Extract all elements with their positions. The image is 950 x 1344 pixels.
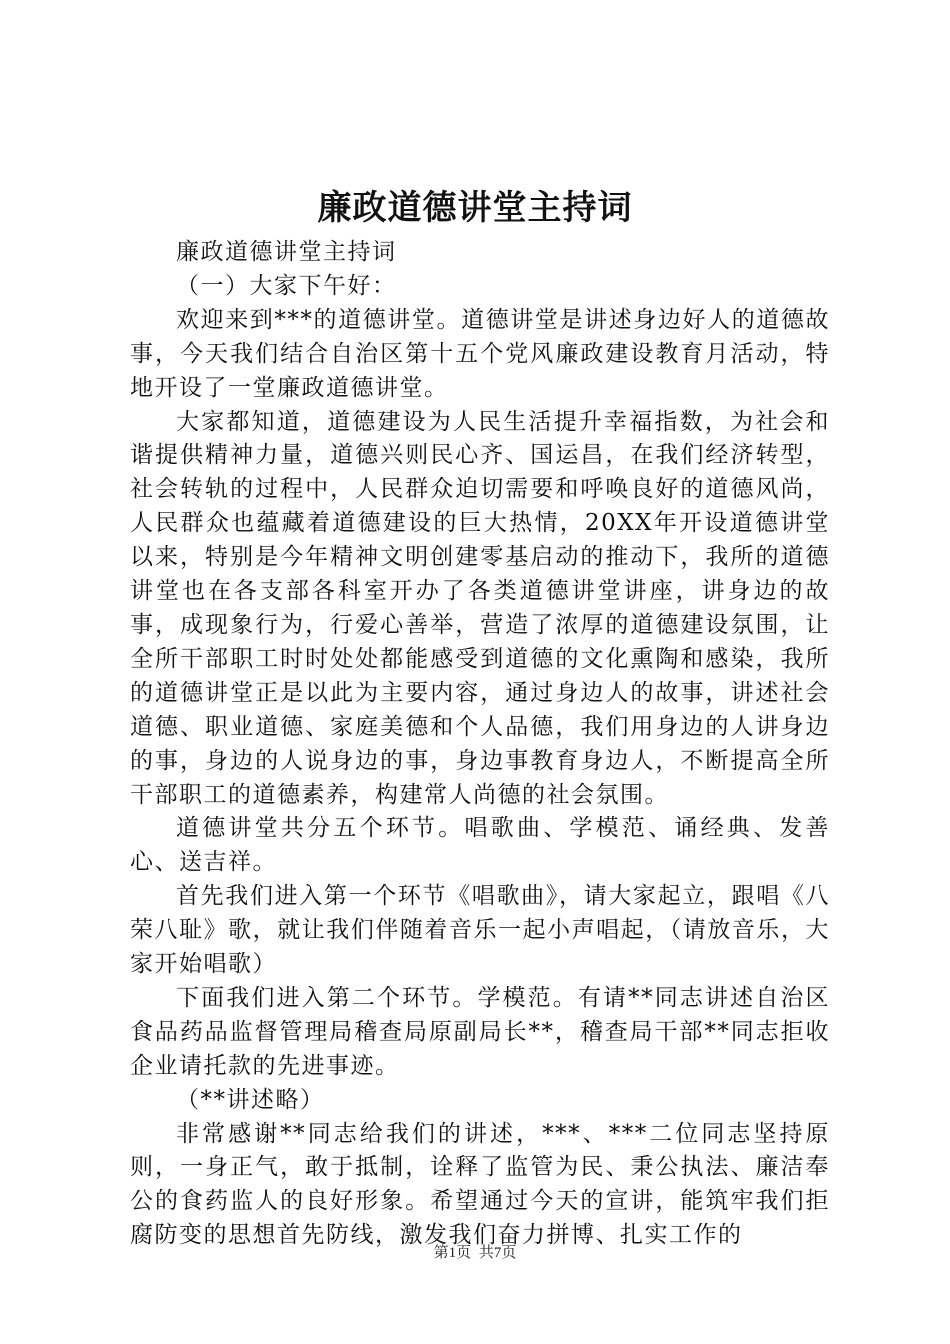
page-total: 共7页 bbox=[478, 1245, 517, 1261]
document-title: 廉政道德讲堂主持词 bbox=[317, 188, 633, 228]
paragraph-greeting: （一）大家下午好： bbox=[176, 272, 397, 299]
paragraph-sing-song: 首先我们进入第一个环节《唱歌曲》，请大家起立，跟唱《八荣八耻》歌，就让我们伴随着音乐一起小声唱起，（请放音乐，大家开始唱歌） bbox=[130, 883, 830, 978]
page-footer bbox=[0, 1240, 950, 1266]
paragraph-learn-model: 下面我们进入第二个环节。学模范。有请**同志讲述自治区食品药品监督管理局稽查局原副局长**，稽查局干部**同志拒收企业请托款的先进事迹。 bbox=[130, 984, 830, 1079]
paragraph-thanks: 非常感谢**同志给我们的讲述，***、***二位同志坚持原则，一身正气，敢于抵制，诠释了监管为民、秉公执法、廉洁奉公的食药监人的良好形象。希望通过今天的宣讲，能筑牢我们拒腐防变的思想首先防线，激发我们奋力拼博、扎实工作的 bbox=[130, 1120, 830, 1249]
paragraph-welcome: 欢迎来到***的道德讲堂。道德讲堂是讲述身边好人的道德故事，今天我们结合自治区第十五个党风廉政建设教育月活动，特地开设了一堂廉政道德讲堂。 bbox=[130, 306, 830, 401]
page-number: 第1页 bbox=[433, 1245, 472, 1261]
paragraph-background: 大家都知道，道德建设为人民生活提升幸福指数，为社会和谐提供精神力量，道德兴则民心齐、国运昌，在我们经济转型，社会转轨的过程中，人民群众迫切需要和呼唤良好的道德风尚，人民群众也蕴藏着道德建设的巨大热情，20XX年开设道德讲堂以来，特别是今年精神文明创建零基启动的推动下，我所的道德讲堂也在各支部各科室开办了各类道德讲堂讲座，讲身边的故事，成现象行为，行爱心善举，营造了浓厚的道德建设氛围，让全所干部职工时时处处都能感受到道德的文化熏陶和感染，我所的道德讲堂正是以此为主要内容，通过身边人的故事，讲述社会道德、职业道德、家庭美德和个人品德，我们用身边的人讲身边的事，身边的人说身边的事，身边事教育身边人，不断提高全所干部职工的道德素养，构建常人尚德的社会氛围。 bbox=[130, 408, 830, 808]
document-body bbox=[130, 236, 830, 1253]
paragraph-five-sections: 道德讲堂共分五个环节。唱歌曲、学模范、诵经典、发善心、送吉祥。 bbox=[130, 815, 830, 876]
paragraph-narration-omitted: （**讲述略） bbox=[176, 1086, 325, 1113]
paragraph-heading: 廉政道德讲堂主持词 bbox=[176, 239, 397, 265]
